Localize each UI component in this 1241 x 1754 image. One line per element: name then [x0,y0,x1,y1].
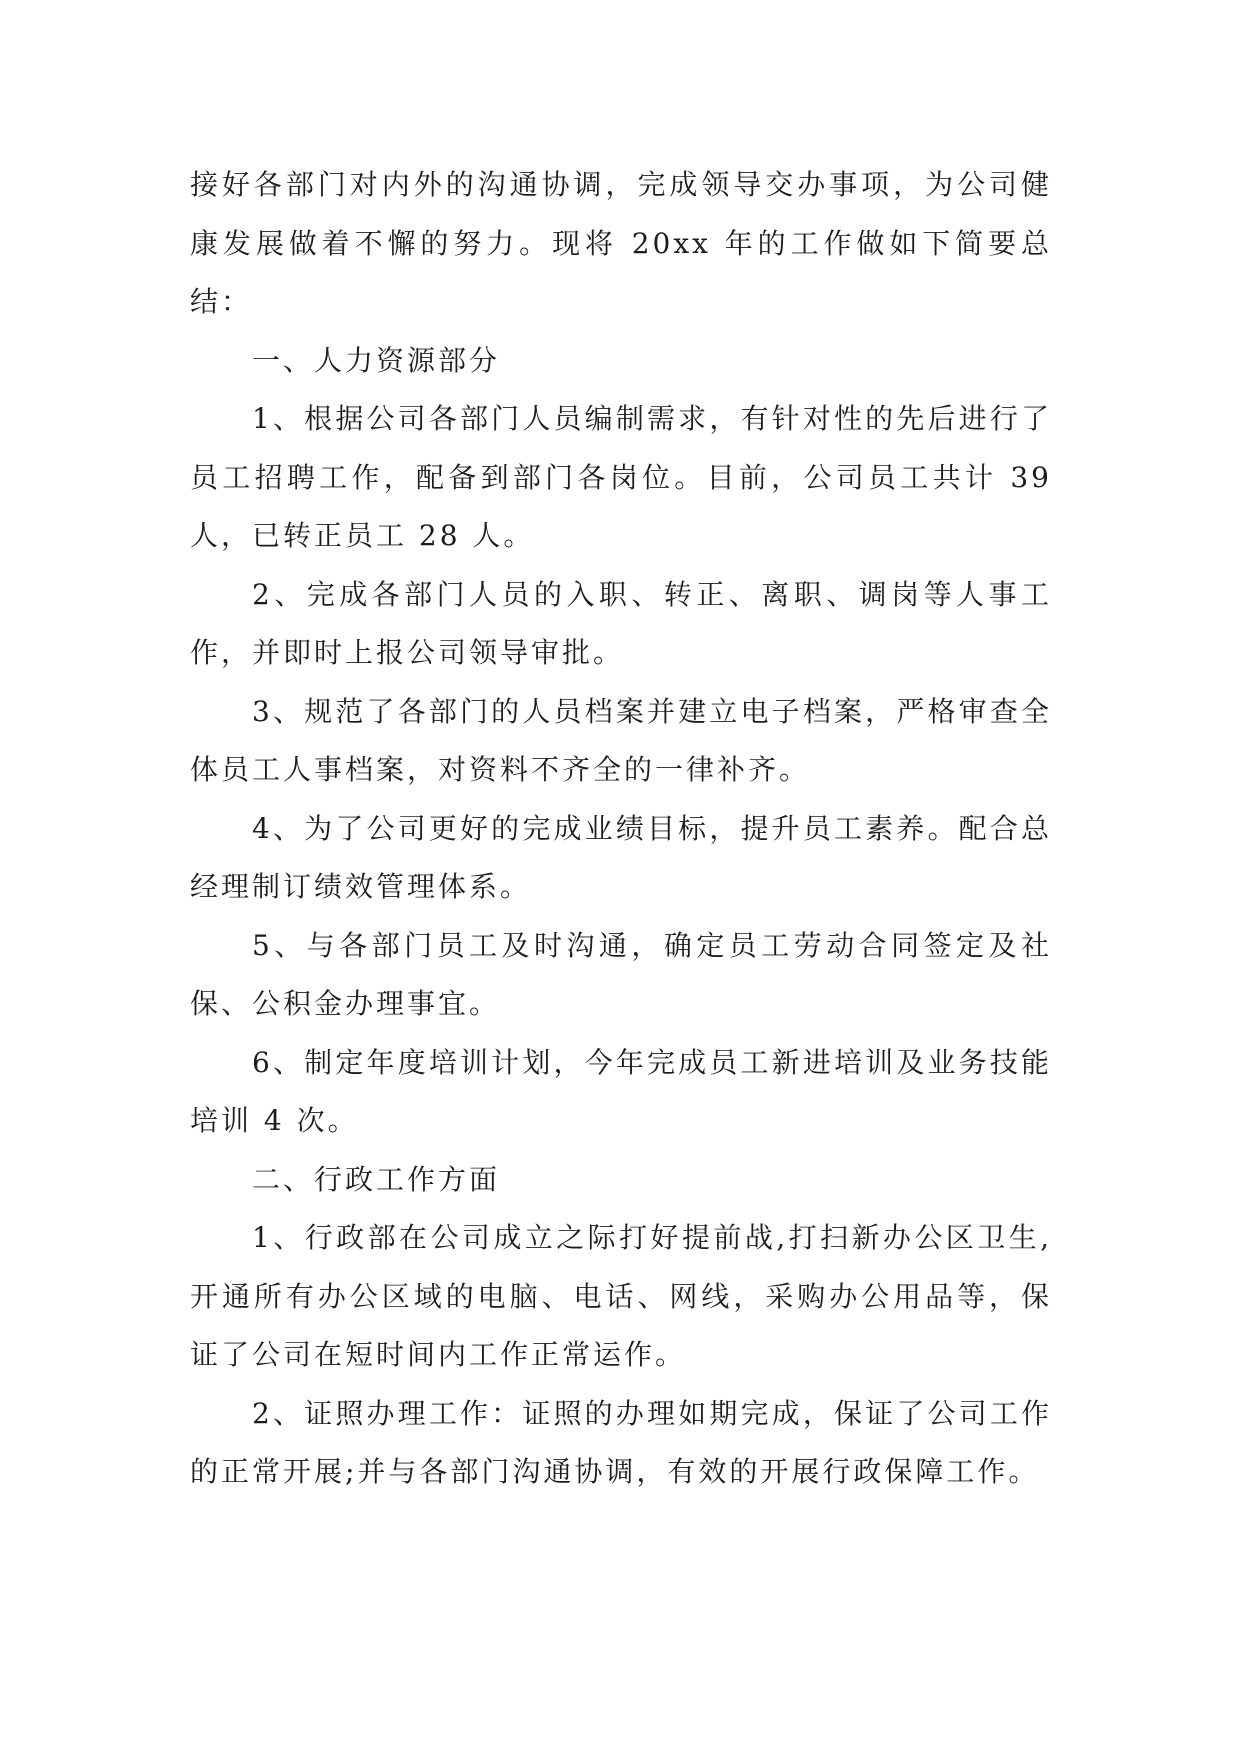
paragraph-intro-continued: 接好各部门对内外的沟通协调，完成领导交办事项，为公司健康发展做着不懈的努力。现将 20xx 年的工作做如下简要总结： [190,168,1052,318]
paragraph-hr-item-1: 1、根据公司各部门人员编制需求，有针对性的先后进行了员工招聘工作，配备到部门各岗位。目前，公司员工共计 39 人，已转正员工 28 人。 [190,402,1052,552]
section-heading-admin: 二、行政工作方面 [252,1162,501,1196]
document-body [190,156,1052,1502]
paragraph-hr-item-5: 5、与各部门员工及时沟通，确定员工劳动合同签定及社保、公积金办理事宜。 [190,928,1052,1020]
paragraph-hr-item-6: 6、制定年度培训计划，今年完成员工新进培训及业务技能培训 4 次。 [190,1045,1052,1137]
paragraph-hr-item-2: 2、完成各部门人员的入职、转正、离职、调岗等人事工作，并即时上报公司领导审批。 [190,577,1052,669]
paragraph-admin-item-1: 1、行政部在公司成立之际打好提前战,打扫新办公区卫生,开通所有办公区域的电脑、电话、网线，采购办公用品等，保证了公司在短时间内工作正常运作。 [190,1221,1052,1371]
paragraph-hr-item-4: 4、为了公司更好的完成业绩目标，提升员工素养。配合总经理制订绩效管理体系。 [190,811,1052,903]
paragraph-hr-item-3: 3、规范了各部门的人员档案并建立电子档案，严格审查全体员工人事档案，对资料不齐全的一律补齐。 [190,694,1052,786]
paragraph-admin-item-2: 2、证照办理工作：证照的办理如期完成，保证了公司工作的正常开展;并与各部门沟通协调，有效的开展行政保障工作。 [190,1396,1052,1488]
section-heading-hr: 一、人力资源部分 [252,343,501,377]
